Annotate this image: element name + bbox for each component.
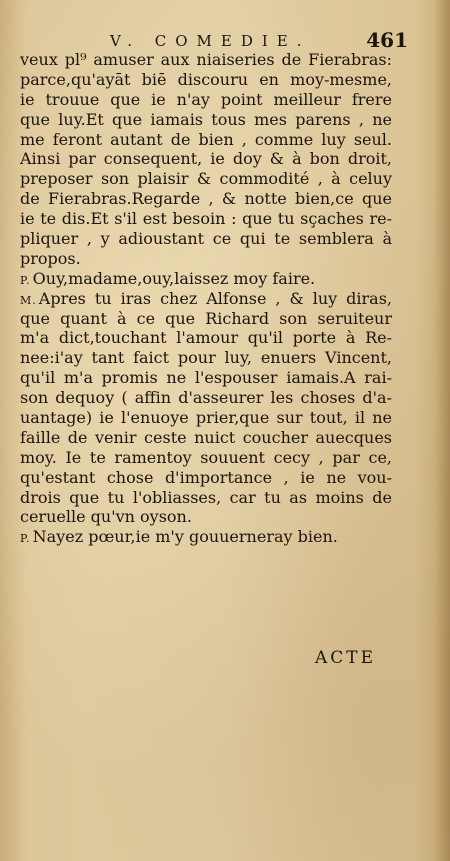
text-line	[20, 488, 392, 508]
catchword: ACTE	[314, 648, 376, 668]
body-text	[20, 50, 392, 547]
line-text: qu'il m'a promis ne l'espouser iamais.A rai-	[20, 368, 392, 388]
line-text: son dequoy ( affin d'asseurer les choses d'a-	[20, 388, 392, 408]
line-text: Nayez pœur,ie m'y gouuerneray bien.	[32, 527, 338, 547]
speaker-tag: P.	[20, 273, 31, 287]
text-line	[20, 408, 392, 428]
text-line	[20, 388, 392, 408]
line-text: propos.	[20, 248, 81, 268]
line-text: uantage) ie l'enuoye prier,que sur tout, il ne	[20, 408, 392, 428]
line-text: nee:i'ay tant faict pour luy, enuers Vincent,	[20, 348, 392, 368]
text-line	[20, 269, 392, 289]
running-title: V. COMEDIE.	[110, 32, 311, 50]
text-line	[20, 189, 392, 209]
text-line	[20, 328, 392, 348]
line-text: ceruelle qu'vn oyson.	[20, 507, 192, 527]
text-line	[20, 110, 392, 130]
line-text: drois que tu l'obliasses, car tu as moins de	[20, 487, 392, 507]
text-line	[20, 368, 392, 388]
text-line	[20, 229, 392, 249]
line-text: ie trouue que ie n'ay point meilleur frere	[20, 89, 392, 109]
text-line	[20, 527, 392, 547]
line-text: moy. Ie te ramentoy souuent cecy , par ce,	[20, 447, 392, 467]
text-line	[20, 149, 392, 169]
speaker-tag: M.	[20, 293, 37, 307]
line-text: pliquer , y adioustant ce qui te semblera à	[20, 229, 392, 249]
text-line	[20, 50, 392, 70]
text-line	[20, 249, 392, 269]
text-line	[20, 348, 392, 368]
text-line	[20, 468, 392, 488]
line-text: ie te dis.Et s'il est besoin : que tu sçaches re-	[20, 209, 392, 229]
line-text: me feront autant de bien , comme luy seul.	[20, 129, 392, 149]
text-line	[20, 130, 392, 150]
text-line	[20, 169, 392, 189]
line-text: que luy.Et que iamais tous mes parens , ne	[20, 109, 392, 129]
text-line	[20, 428, 392, 448]
line-text: qu'estant chose d'importance , ie ne vou-	[20, 467, 392, 487]
line-text: veux pl⁹ amuser aux niaiseries de Fierabras:	[20, 50, 392, 69]
line-text: preposer son plaisir & commodité , à celuy	[20, 169, 392, 189]
text-line	[20, 309, 392, 329]
line-text: parce,qu'ayāt biē discouru en moy-mesme,	[20, 69, 392, 89]
line-text: que quant à ce que Richard son seruiteur	[20, 308, 392, 328]
page-edge-shadow	[434, 0, 450, 861]
text-line	[20, 507, 392, 527]
speaker-tag: P.	[20, 532, 31, 546]
text-line	[20, 70, 392, 90]
line-text: de Fierabras.Regarde , & notte bien,ce que	[20, 189, 392, 209]
text-line	[20, 448, 392, 468]
line-text: Apres tu iras chez Alfonse , & luy diras,	[38, 288, 392, 308]
line-text: Ainsi par consequent, ie doy & à bon droit,	[20, 149, 392, 169]
text-line	[20, 90, 392, 110]
line-text: m'a dict,touchant l'amour qu'il porte à Re-	[20, 328, 392, 348]
line-text: Ouy,madame,ouy,laissez moy faire.	[32, 268, 316, 288]
text-line	[20, 209, 392, 229]
page-number: 461	[366, 28, 408, 52]
text-line	[20, 289, 392, 309]
line-text: faille de venir ceste nuict coucher auecques	[20, 427, 392, 447]
